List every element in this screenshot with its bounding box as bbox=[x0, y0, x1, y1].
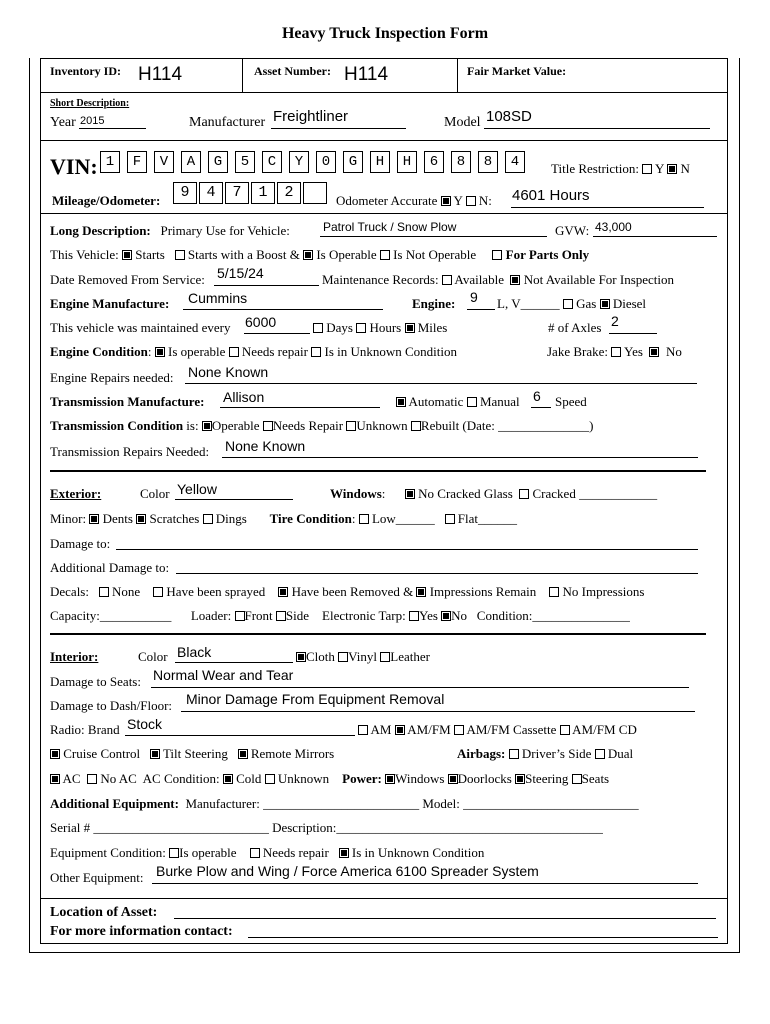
jake-no-checkbox[interactable] bbox=[649, 347, 659, 357]
trans-operable-checkbox[interactable] bbox=[202, 421, 212, 431]
power-seats-label: Seats bbox=[581, 771, 610, 786]
impressions-remain-checkbox[interactable] bbox=[416, 587, 426, 597]
frame-left bbox=[40, 58, 41, 944]
axles-label: # of Axles bbox=[548, 320, 602, 335]
decals-removed-checkbox[interactable] bbox=[278, 587, 288, 597]
trans-type-row bbox=[396, 394, 520, 410]
options-row bbox=[50, 746, 334, 762]
trans-repairs-line bbox=[222, 457, 698, 458]
manufacturer-label: Manufacturer bbox=[189, 115, 266, 130]
frame-top bbox=[40, 58, 728, 59]
mirrors-label: Remote Mirrors bbox=[250, 746, 335, 761]
odometer-digit-box[interactable]: 4 bbox=[199, 182, 223, 204]
maintenance-available-checkbox[interactable] bbox=[442, 275, 452, 285]
dash-damage-line bbox=[181, 711, 695, 712]
ac-cold-label: Cold bbox=[236, 771, 262, 786]
odometer-digit-box[interactable]: 9 bbox=[173, 182, 197, 204]
engine-repairs-line bbox=[185, 383, 697, 384]
tarp-no-label: No bbox=[451, 608, 468, 623]
odometer-label: Mileage/Odometer: bbox=[52, 193, 161, 208]
date-removed-label: Date Removed From Service: bbox=[50, 272, 205, 287]
vin-label: VIN: bbox=[50, 154, 98, 179]
manual-label: Manual bbox=[479, 394, 520, 409]
impressions-remain-label: Impressions Remain bbox=[429, 584, 537, 599]
header-bottom bbox=[40, 92, 728, 93]
ac-checkbox[interactable] bbox=[50, 774, 60, 784]
serial-row: Serial # ___________________________ Description:_________________________________________ bbox=[50, 820, 603, 835]
starts-boost-checkbox[interactable] bbox=[175, 250, 185, 260]
eq-needs-repair-checkbox[interactable] bbox=[250, 848, 260, 858]
seats-damage-value[interactable]: Normal Wear and Tear bbox=[153, 667, 294, 683]
am-label: AM bbox=[370, 722, 392, 737]
trans-repairs-value[interactable]: None Known bbox=[225, 438, 306, 454]
inventory-label: Inventory ID: bbox=[50, 64, 121, 78]
tarp-yes-checkbox[interactable] bbox=[409, 611, 419, 621]
amfm-cassette-checkbox[interactable] bbox=[454, 725, 464, 735]
engine-condition-row: Engine Condition: Is operable Needs repair Is in Unknown Condition bbox=[50, 344, 458, 359]
equipment-condition-label: Equipment Condition: bbox=[50, 845, 166, 860]
eq-operable-checkbox[interactable] bbox=[169, 848, 179, 858]
short-description-label: Short Description: bbox=[50, 98, 130, 109]
vin-char-box[interactable]: V bbox=[154, 151, 174, 173]
vin-char-box[interactable]: C bbox=[262, 151, 282, 173]
title-restriction-label bbox=[551, 161, 690, 177]
power-doorlocks-checkbox[interactable] bbox=[448, 774, 458, 784]
year-label: Year bbox=[50, 115, 76, 130]
odometer-note-value[interactable]: 4601 Hours bbox=[512, 187, 590, 204]
scratches-label: Scratches bbox=[149, 511, 200, 526]
title-restriction-y-label: Y bbox=[655, 161, 664, 176]
cloth-checkbox[interactable] bbox=[296, 652, 306, 662]
eq-unknown-label: Is in Unknown Condition bbox=[351, 845, 485, 860]
other-equipment-line bbox=[152, 883, 698, 884]
frame-left-outer bbox=[29, 58, 30, 953]
title-restriction-n-checkbox[interactable] bbox=[667, 164, 677, 174]
parts-only-checkbox[interactable] bbox=[492, 250, 502, 260]
cruise-label: Cruise Control bbox=[63, 746, 141, 761]
power-label: Power: bbox=[342, 771, 382, 786]
vin-char-box[interactable]: 0 bbox=[316, 151, 336, 173]
trans-needs-repair-label: Needs Repair bbox=[272, 418, 344, 433]
am-checkbox[interactable] bbox=[358, 725, 368, 735]
decals-none-label: None bbox=[111, 584, 141, 599]
engine-mfr-value[interactable]: Cummins bbox=[188, 290, 248, 306]
trans-unknown-checkbox[interactable] bbox=[346, 421, 356, 431]
short-bottom bbox=[40, 140, 728, 141]
radio-label: Radio: Brand bbox=[50, 722, 120, 737]
scratches-checkbox[interactable] bbox=[136, 514, 146, 524]
days-checkbox[interactable] bbox=[313, 323, 323, 333]
section-divider-1 bbox=[50, 470, 706, 472]
amfm-cd-checkbox[interactable] bbox=[560, 725, 570, 735]
odometer-accurate-y-label: Y bbox=[453, 193, 463, 208]
dents-label: Dents bbox=[102, 511, 133, 526]
vin-char-box[interactable]: 1 bbox=[100, 151, 120, 173]
tilt-checkbox[interactable] bbox=[150, 749, 160, 759]
eq-unknown-checkbox[interactable] bbox=[339, 848, 349, 858]
header-divider-1 bbox=[242, 58, 243, 92]
gvw-value[interactable]: 43,000 bbox=[595, 220, 632, 234]
tire-flat-checkbox[interactable] bbox=[445, 514, 455, 524]
engine-condition-label: Engine Condition bbox=[50, 344, 148, 359]
loader-side-checkbox[interactable] bbox=[276, 611, 286, 621]
gas-label: Gas bbox=[576, 296, 597, 311]
decals-none-checkbox[interactable] bbox=[99, 587, 109, 597]
no-cracked-glass-checkbox[interactable] bbox=[405, 489, 415, 499]
power-steering-label: Steering bbox=[525, 771, 569, 786]
gvw-label: GVW: bbox=[555, 223, 590, 238]
engine-needs-repair-label: Needs repair bbox=[241, 344, 308, 359]
serial-label: Serial # bbox=[50, 820, 91, 835]
exterior-color-label: Color bbox=[140, 486, 170, 501]
vin-char-box[interactable]: 5 bbox=[235, 151, 255, 173]
vin-char-box[interactable]: 8 bbox=[451, 151, 471, 173]
equipment-condition-row bbox=[50, 845, 484, 861]
lv-label: L, V bbox=[497, 296, 521, 311]
dash-damage-label: Damage to Dash/Floor: bbox=[50, 698, 173, 713]
engine-unknown-label: Is in Unknown Condition bbox=[324, 344, 458, 359]
decals-label: Decals: bbox=[50, 584, 89, 599]
equipment-manufacturer-label: Manufacturer: bbox=[185, 796, 260, 811]
primary-use-value[interactable]: Patrol Truck / Snow Plow bbox=[323, 220, 457, 234]
trans-rebuilt-label: Rebuilt (Date: bbox=[420, 418, 495, 433]
primary-use-label: Primary Use for Vehicle: bbox=[160, 223, 290, 238]
footer-top bbox=[40, 898, 728, 899]
tire-condition-label: Tire Condition bbox=[269, 511, 352, 526]
trans-rebuilt-checkbox[interactable] bbox=[411, 421, 421, 431]
speed-value[interactable]: 6 bbox=[533, 388, 541, 404]
capacity-label: Capacity: bbox=[50, 608, 100, 623]
amfm-label: AM/FM bbox=[407, 722, 451, 737]
power-steering-checkbox[interactable] bbox=[515, 774, 525, 784]
location-line bbox=[174, 918, 716, 919]
manual-checkbox[interactable] bbox=[467, 397, 477, 407]
maintenance-not-available-checkbox[interactable] bbox=[510, 275, 520, 285]
loader-front-label: Front bbox=[244, 608, 273, 623]
this-vehicle-row bbox=[50, 247, 589, 263]
engine-repairs-value[interactable]: None Known bbox=[188, 364, 269, 380]
dings-checkbox[interactable] bbox=[203, 514, 213, 524]
interior-label: Interior: bbox=[50, 649, 99, 664]
exterior-label: Exterior: bbox=[50, 486, 102, 501]
maintained-value[interactable]: 6000 bbox=[245, 314, 277, 330]
damage-label: Damage to: bbox=[50, 536, 111, 551]
title-restriction-text: Title Restriction: bbox=[551, 161, 639, 176]
dash-damage-value[interactable]: Minor Damage From Equipment Removal bbox=[186, 691, 445, 707]
eq-operable-label: Is operable bbox=[179, 845, 237, 860]
fmv-label: Fair Market Value: bbox=[467, 64, 567, 78]
mirrors-checkbox[interactable] bbox=[238, 749, 248, 759]
other-equipment-label: Other Equipment: bbox=[50, 870, 144, 885]
odometer-digit-box[interactable]: 2 bbox=[277, 182, 301, 204]
frame-right bbox=[727, 58, 728, 944]
damage-line bbox=[116, 549, 698, 550]
long-row-1 bbox=[50, 223, 290, 239]
no-ac-label: No AC bbox=[100, 771, 137, 786]
tire-flat-label: Flat bbox=[457, 511, 479, 526]
maintenance-label: Maintenance Records: bbox=[322, 272, 439, 287]
trans-repairs-label: Transmission Repairs Needed: bbox=[50, 444, 210, 459]
vin-char-box[interactable]: 8 bbox=[478, 151, 498, 173]
engine-mfr-label: Engine Manufacture: bbox=[50, 296, 170, 311]
odometer-digit-box[interactable]: 7 bbox=[225, 182, 249, 204]
interior-color-value[interactable]: Black bbox=[177, 644, 212, 660]
is-operable-label: Is Operable bbox=[316, 247, 377, 262]
odometer-accurate-row bbox=[336, 193, 492, 209]
equipment-model-label: Model: bbox=[422, 796, 460, 811]
maintenance-not-available-label: Not Available For Inspection bbox=[523, 272, 675, 287]
tire-low-label: Low bbox=[371, 511, 396, 526]
exterior-color-value[interactable]: Yellow bbox=[177, 481, 217, 497]
tilt-label: Tilt Steering bbox=[162, 746, 228, 761]
amfm-cassette-label: AM/FM Cassette bbox=[466, 722, 557, 737]
odometer-accurate-n-label: N: bbox=[478, 193, 492, 208]
tarp-no-checkbox[interactable] bbox=[441, 611, 451, 621]
no-impressions-label: No Impressions bbox=[562, 584, 645, 599]
decals-sprayed-label: Have been sprayed bbox=[166, 584, 266, 599]
vinyl-label: Vinyl bbox=[348, 649, 377, 664]
cloth-label: Cloth bbox=[306, 649, 335, 664]
maintained-line bbox=[244, 333, 310, 334]
tarp-condition-label: Condition: bbox=[476, 608, 533, 623]
maintained-units-row bbox=[313, 320, 447, 336]
eq-needs-repair-label: Needs repair bbox=[262, 845, 329, 860]
dents-checkbox[interactable] bbox=[89, 514, 99, 524]
leather-label: Leather bbox=[390, 649, 430, 664]
trans-condition-row: Transmission Condition is: Operable Needs Repair Unknown Rebuilt (Date: ______________) bbox=[50, 418, 594, 433]
vin-char-box[interactable]: 4 bbox=[505, 151, 525, 173]
seats-damage-label: Damage to Seats: bbox=[50, 674, 141, 689]
radio-line bbox=[125, 735, 355, 736]
frame-bottom-outer bbox=[29, 952, 740, 953]
exterior-color-line bbox=[175, 499, 293, 500]
seats-damage-line bbox=[151, 687, 689, 688]
airbags-row bbox=[457, 746, 633, 762]
jake-yes-checkbox[interactable] bbox=[611, 347, 621, 357]
starts-boost-label: Starts with a Boost & bbox=[187, 247, 300, 262]
tarp-label: Electronic Tarp: bbox=[322, 608, 406, 623]
vin-char-box[interactable]: G bbox=[343, 151, 363, 173]
ac-label: AC bbox=[62, 771, 81, 786]
upholstery-row bbox=[296, 649, 430, 665]
power-seats-checkbox[interactable] bbox=[572, 774, 582, 784]
trans-operable-label: Operable bbox=[211, 418, 260, 433]
vin-char-box[interactable]: Y bbox=[289, 151, 309, 173]
hours-checkbox[interactable] bbox=[356, 323, 366, 333]
frame-right-outer bbox=[739, 58, 740, 953]
odometer-digit-box[interactable]: 1 bbox=[251, 182, 275, 204]
vin-char-box[interactable]: G bbox=[208, 151, 228, 173]
vinyl-checkbox[interactable] bbox=[338, 652, 348, 662]
no-ac-checkbox[interactable] bbox=[87, 774, 97, 784]
ac-unknown-checkbox[interactable] bbox=[265, 774, 275, 784]
odometer-note-line bbox=[511, 207, 704, 208]
is-operable-checkbox[interactable] bbox=[303, 250, 313, 260]
power-windows-label: Windows bbox=[395, 771, 445, 786]
engine-operable-checkbox[interactable] bbox=[155, 347, 165, 357]
engine-label: Engine: bbox=[412, 296, 456, 311]
starts-checkbox[interactable] bbox=[122, 250, 132, 260]
starts-label: Starts bbox=[135, 247, 165, 262]
gas-checkbox[interactable] bbox=[563, 299, 573, 309]
jake-no-label: No bbox=[665, 344, 682, 359]
trans-mfr-value[interactable]: Allison bbox=[223, 389, 265, 405]
decals-row bbox=[50, 584, 644, 600]
airbag-driver-label: Driver’s Side bbox=[521, 746, 592, 761]
leather-checkbox[interactable] bbox=[380, 652, 390, 662]
other-equipment-value[interactable]: Burke Plow and Wing / Force America 6100 Spreader System bbox=[156, 863, 539, 879]
maintained-label: This vehicle was maintained every bbox=[50, 320, 231, 335]
airbag-dual-label: Dual bbox=[607, 746, 634, 761]
ac-cold-checkbox[interactable] bbox=[223, 774, 233, 784]
description-label: Description: bbox=[272, 820, 337, 835]
decals-sprayed-checkbox[interactable] bbox=[153, 587, 163, 597]
power-windows-checkbox[interactable] bbox=[385, 774, 395, 784]
manufacturer-value[interactable]: Freightliner bbox=[273, 108, 349, 125]
loader-front-checkbox[interactable] bbox=[235, 611, 245, 621]
engine-operable-label: Is operable bbox=[168, 344, 226, 359]
vin-char-box[interactable]: H bbox=[397, 151, 417, 173]
not-operable-label: Is Not Operable bbox=[393, 247, 477, 262]
model-value[interactable]: 108SD bbox=[486, 108, 532, 125]
manufacturer-line bbox=[271, 128, 406, 129]
ac-unknown-label: Unknown bbox=[277, 771, 330, 786]
decals-removed-label: Have been Removed & bbox=[291, 584, 414, 599]
this-vehicle-label: This Vehicle: bbox=[50, 247, 119, 262]
gvw-line bbox=[593, 236, 717, 237]
amfm-cd-label: AM/FM CD bbox=[572, 722, 637, 737]
radio-options-row bbox=[358, 722, 637, 738]
dings-label: Dings bbox=[215, 511, 247, 526]
long-description-label: Long Description: bbox=[50, 223, 151, 238]
odometer-accurate-n-checkbox[interactable] bbox=[466, 196, 476, 206]
automatic-label: Automatic bbox=[408, 394, 464, 409]
engine-unknown-checkbox[interactable] bbox=[311, 347, 321, 357]
trans-mfr-line bbox=[220, 407, 380, 408]
vin-char-box[interactable]: F bbox=[127, 151, 147, 173]
cracked-checkbox[interactable] bbox=[519, 489, 529, 499]
interior-color-line bbox=[175, 662, 293, 663]
airbags-label: Airbags: bbox=[457, 746, 506, 761]
cruise-checkbox[interactable] bbox=[50, 749, 60, 759]
tarp-yes-label: Yes bbox=[418, 608, 438, 623]
contact-line bbox=[248, 937, 718, 938]
automatic-checkbox[interactable] bbox=[396, 397, 406, 407]
diesel-checkbox[interactable] bbox=[600, 299, 610, 309]
loader-side-label: Side bbox=[285, 608, 310, 623]
trans-mfr-label: Transmission Manufacture: bbox=[50, 394, 205, 409]
vin-char-box[interactable]: A bbox=[181, 151, 201, 173]
vin-bottom bbox=[40, 213, 728, 214]
ac-condition-label: AC Condition: bbox=[142, 771, 220, 786]
engine-type-row: L, V______ Gas Diesel bbox=[497, 296, 647, 311]
windows-row: Windows: No Cracked Glass Cracked ____________ bbox=[330, 486, 658, 501]
asset-label: Asset Number: bbox=[254, 64, 331, 78]
odometer-digit-box[interactable] bbox=[303, 182, 327, 204]
title-restriction-n-label: N bbox=[680, 161, 690, 176]
additional-equipment-row: Additional Equipment: Manufacturer: ________________________ Model: ___________________________ bbox=[50, 796, 639, 811]
speed-label: Speed bbox=[555, 394, 587, 409]
speed-line bbox=[531, 407, 551, 408]
maintenance-available-label: Available bbox=[454, 272, 504, 287]
additional-equipment-label: Additional Equipment: bbox=[50, 796, 179, 811]
year-value[interactable]: 2015 bbox=[80, 115, 105, 127]
form-title: Heavy Truck Inspection Form bbox=[281, 25, 489, 42]
odometer-accurate-label: Odometer Accurate bbox=[336, 193, 438, 208]
no-impressions-checkbox[interactable] bbox=[549, 587, 559, 597]
inventory-value[interactable]: H114 bbox=[138, 64, 183, 85]
frame-bottom bbox=[40, 943, 728, 944]
jake-brake-row bbox=[547, 344, 682, 360]
amfm-checkbox[interactable] bbox=[395, 725, 405, 735]
axles-line bbox=[609, 333, 657, 334]
power-doorlocks-label: Doorlocks bbox=[457, 771, 512, 786]
contact-label: For more information contact: bbox=[50, 924, 233, 939]
engine-needs-repair-checkbox[interactable] bbox=[229, 347, 239, 357]
hours-label: Hours bbox=[369, 320, 402, 335]
model-line bbox=[484, 128, 710, 129]
ac-power-row bbox=[50, 771, 609, 787]
additional-damage-label: Additional Damage to: bbox=[50, 560, 170, 575]
jake-yes-label: Yes bbox=[624, 344, 643, 359]
date-removed-line bbox=[214, 285, 319, 286]
miles-checkbox[interactable] bbox=[405, 323, 415, 333]
tire-low-checkbox[interactable] bbox=[359, 514, 369, 524]
miles-label: Miles bbox=[417, 320, 448, 335]
section-divider-2 bbox=[50, 633, 706, 635]
asset-value[interactable]: H114 bbox=[344, 64, 389, 85]
date-removed-value[interactable]: 5/15/24 bbox=[217, 265, 264, 281]
trans-needs-repair-checkbox[interactable] bbox=[263, 421, 273, 431]
diesel-label: Diesel bbox=[612, 296, 647, 311]
no-cracked-glass-label: No Cracked Glass bbox=[418, 486, 513, 501]
model-label: Model bbox=[444, 115, 481, 130]
days-label: Days bbox=[326, 320, 353, 335]
cracked-label: Cracked bbox=[532, 486, 576, 501]
year-line bbox=[79, 128, 146, 129]
engine-value[interactable]: 9 bbox=[470, 289, 478, 305]
engine-repairs-label: Engine Repairs needed: bbox=[50, 370, 174, 385]
airbag-dual-checkbox[interactable] bbox=[595, 749, 605, 759]
vin-char-box[interactable]: H bbox=[370, 151, 390, 173]
capacity-row: Capacity:___________ Loader: Front Side Electronic Tarp: Yes No Condition:_______________ bbox=[50, 608, 630, 623]
not-operable-checkbox[interactable] bbox=[380, 250, 390, 260]
trans-condition-label: Transmission Condition bbox=[50, 418, 184, 433]
trans-unknown-label: Unknown bbox=[356, 418, 408, 433]
additional-damage-line bbox=[176, 573, 698, 574]
windows-label: Windows bbox=[330, 486, 382, 501]
location-label: Location of Asset: bbox=[50, 905, 158, 920]
vin-char-box[interactable]: 6 bbox=[424, 151, 444, 173]
radio-value[interactable]: Stock bbox=[127, 716, 163, 732]
title-restriction-y-checkbox[interactable] bbox=[642, 164, 652, 174]
parts-only-label: For Parts Only bbox=[505, 247, 590, 262]
maintenance-row bbox=[322, 272, 674, 288]
minor-row: Minor: Dents Scratches Dings Tire Condition: Low______ Flat______ bbox=[50, 511, 518, 526]
loader-label: Loader: bbox=[190, 608, 232, 623]
primary-use-line bbox=[320, 236, 547, 237]
engine-line bbox=[467, 309, 495, 310]
minor-label: Minor: bbox=[50, 511, 87, 526]
engine-mfr-line bbox=[183, 309, 383, 310]
axles-value[interactable]: 2 bbox=[611, 313, 619, 329]
odometer-accurate-y-checkbox[interactable] bbox=[441, 196, 451, 206]
airbag-driver-checkbox[interactable] bbox=[509, 749, 519, 759]
jake-brake-label: Jake Brake: bbox=[547, 344, 609, 359]
interior-color-label: Color bbox=[138, 649, 168, 664]
header-divider-2 bbox=[457, 58, 458, 92]
